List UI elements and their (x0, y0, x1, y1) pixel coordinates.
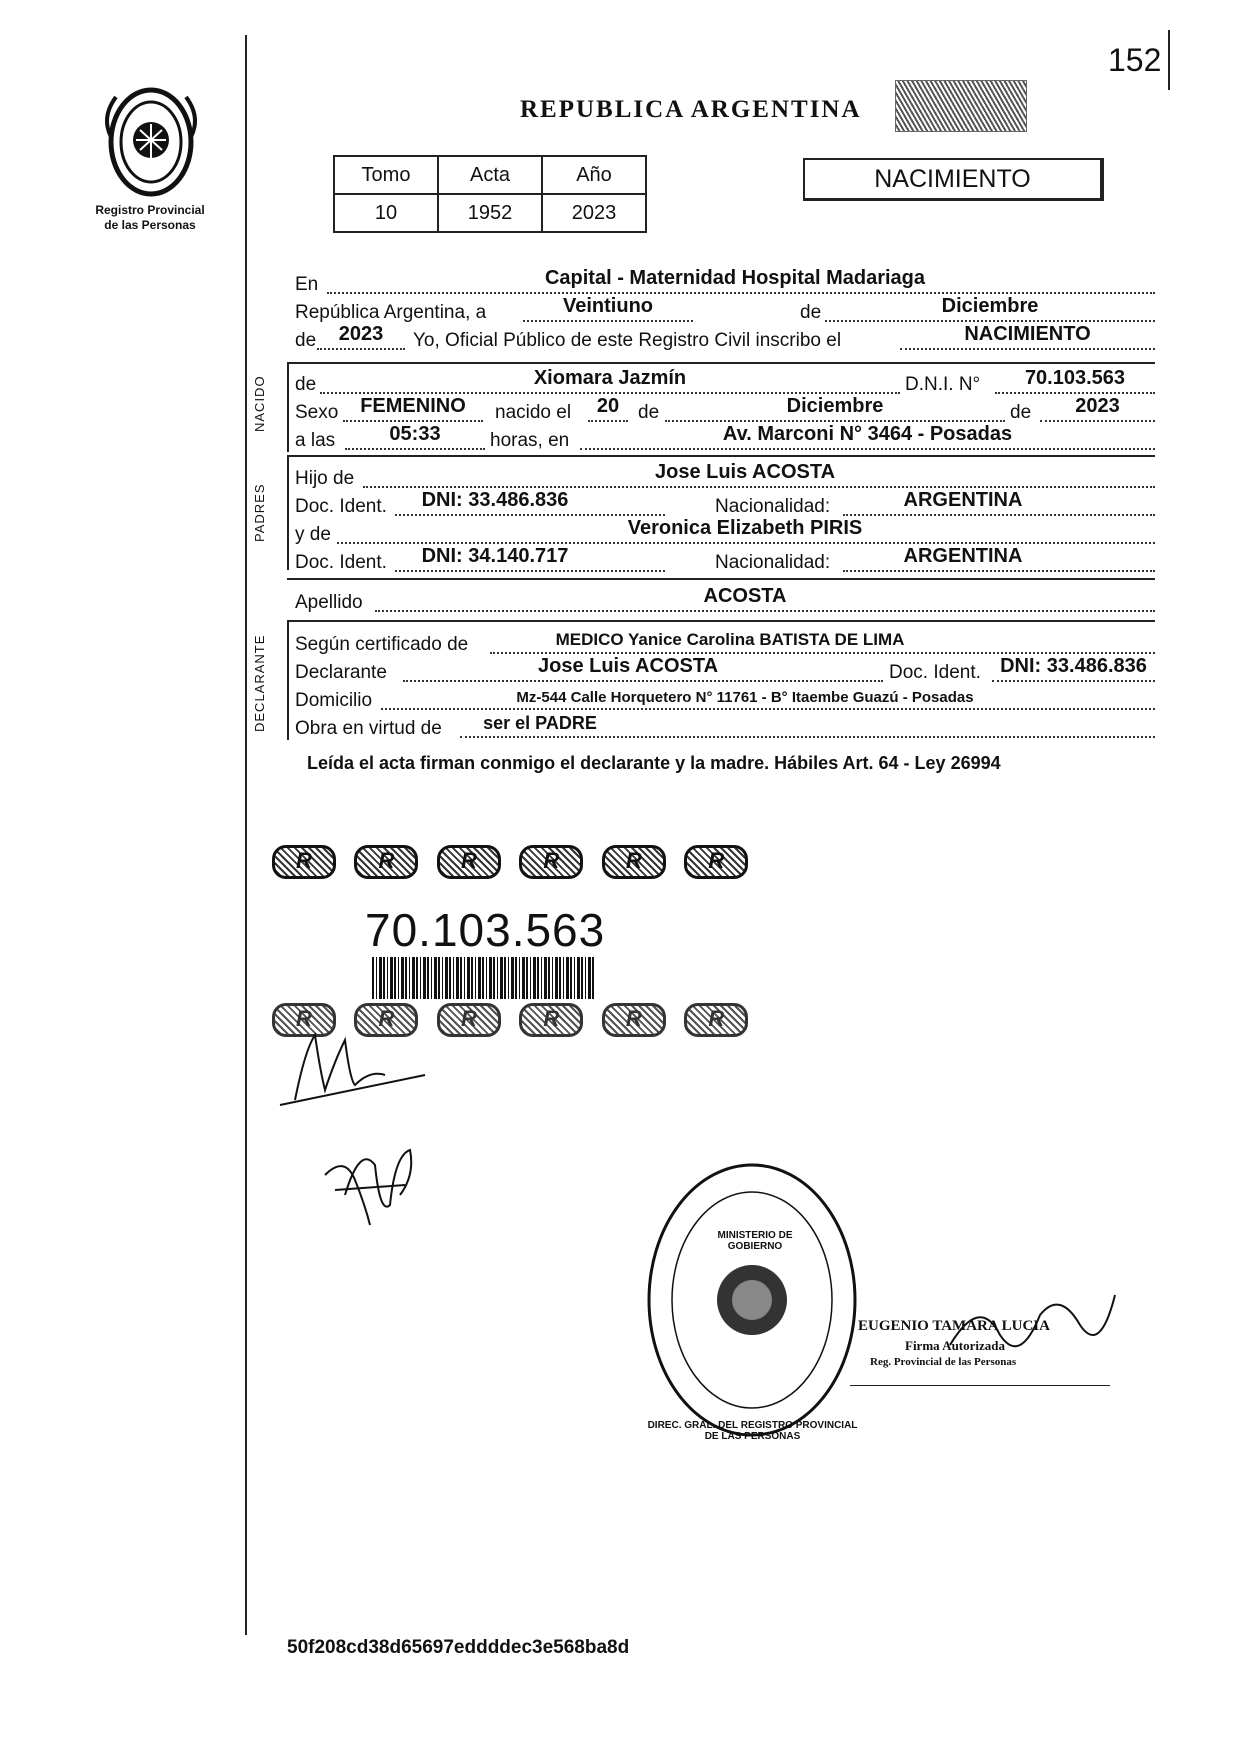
declarant-signature (275, 1030, 435, 1110)
document-title: REPUBLICA ARGENTINA (520, 96, 862, 123)
row-yo (295, 324, 1155, 352)
official-org: Reg. Provincial de las Personas (870, 1356, 1017, 1368)
section-declarante: DECLARANTE (252, 634, 267, 732)
label-apellido: Apellido (295, 592, 363, 613)
r-stamp-icon: R (354, 845, 418, 879)
left-margin-line (245, 35, 247, 1635)
official-seal (645, 1160, 860, 1440)
label-obra: Obra en virtud de (295, 718, 442, 739)
label-birth-de2: de (1010, 402, 1032, 423)
row-father-doc (295, 490, 1155, 518)
logo-org-line1: Registro Provincial (95, 203, 205, 217)
act-month: Diciembre (941, 295, 1039, 317)
row-hijo (295, 462, 1155, 490)
logo-org-line2: de las Personas (104, 218, 196, 232)
legal-note: Leída el acta firman conmigo el declarante y la madre. Hábiles Art. 64 - Ley 26994 (307, 753, 1001, 773)
label-hijo: Hijo de (295, 468, 355, 489)
col-tomo: Tomo (334, 156, 438, 194)
r-stamp-icon: R (602, 845, 666, 879)
mother-doc: DNI: 34.140.717 (421, 545, 569, 567)
r-stamp-icon: R (437, 1003, 501, 1037)
nacido-rule (287, 362, 289, 452)
r-stamp-icon: R (684, 1003, 748, 1037)
r-stamp-icon: R (354, 1003, 418, 1037)
label-name-de: de (295, 374, 317, 395)
r-stamp-icon: R (272, 1003, 336, 1037)
col-ano: Año (542, 156, 646, 194)
row-declarante (295, 656, 1155, 684)
declarante-top-line (287, 620, 1155, 622)
row-cert (295, 628, 1155, 656)
seal-outer-text: DIREC. GRAL. DEL REGISTRO PROVINCIAL DE LAS PERSONAS (647, 1420, 858, 1442)
security-stamp (895, 80, 1027, 132)
seal-inner-text: MINISTERIO DE GOBIERNO (717, 1230, 793, 1252)
mother-name: Veronica Elizabeth PIRIS (627, 517, 863, 539)
father-nationality: ARGENTINA (903, 489, 1023, 511)
label-mother-nat: Nacionalidad: (715, 552, 831, 573)
row-name (295, 368, 1155, 396)
birth-month: Diciembre (786, 395, 884, 417)
label-horas: horas, en (490, 430, 570, 451)
label-yo: Yo, Oficial Público de este Registro Civil inscribo el (413, 330, 842, 351)
label-alas: a las (295, 430, 336, 451)
label-sexo: Sexo (295, 402, 339, 423)
apellido-top-line (287, 578, 1155, 580)
child-dni: 70.103.563 (1024, 367, 1126, 389)
label-birth-de: de (638, 402, 660, 423)
row-republica (295, 296, 1155, 324)
declarante-name: Jose Luis ACOSTA (537, 655, 719, 677)
row-domicilio (295, 684, 1155, 712)
label-de2: de (295, 330, 317, 351)
document-hash: 50f208cd38d65697eddddec3e568ba8d (287, 1637, 630, 1658)
row-yde (295, 518, 1155, 546)
nacido-top-line (287, 362, 1155, 364)
official-name: EUGENIO TAMARA LUCIA (858, 1318, 1050, 1334)
r-stamp-icon: R (519, 1003, 583, 1037)
label-declarante: Declarante (295, 662, 387, 683)
col-acta: Acta (438, 156, 542, 194)
birth-day: 20 (596, 395, 620, 417)
right-margin-line (1168, 30, 1170, 90)
value-acta: 1952 (438, 194, 542, 232)
act-day: Veintiuno (563, 295, 653, 317)
father-doc: DNI: 33.486.836 (421, 489, 569, 511)
domicilio-value: Mz-544 Calle Horquetero N° 11761 - B° Itaembe Guazú - Posadas (516, 689, 974, 706)
province-logo (96, 82, 206, 202)
label-nacido-el: nacido el (495, 402, 572, 423)
birth-time: 05:33 (389, 423, 441, 445)
label-yde: y de (295, 524, 331, 545)
act-year: 2023 (338, 323, 384, 345)
label-declarante-doc: Doc. Ident. (889, 662, 981, 683)
row-hora (295, 424, 1155, 452)
row-en (295, 268, 1155, 296)
declarante-rule (287, 620, 289, 740)
row-apellido (295, 586, 1155, 614)
father-name: Jose Luis ACOSTA (654, 461, 836, 483)
label-mother-doc: Doc. Ident. (295, 552, 387, 573)
birth-year: 2023 (1075, 395, 1120, 417)
barcode (372, 957, 594, 999)
row-obra (295, 712, 1155, 740)
cert-value: MEDICO Yanice Carolina BATISTA DE LIMA (555, 630, 905, 649)
official-signature-line (850, 1385, 1110, 1386)
child-sex: FEMENINO (360, 395, 466, 417)
mother-signature (315, 1135, 425, 1230)
r-stamp-icon: R (437, 845, 501, 879)
r-stamp-band-top (272, 845, 762, 879)
page-number: 152 (1108, 42, 1162, 78)
label-dni: D.N.I. N° (905, 374, 981, 395)
coat-of-arms-icon (96, 82, 206, 202)
r-stamp-icon: R (684, 845, 748, 879)
value-tomo: 10 (334, 194, 438, 232)
label-father-doc: Doc. Ident. (295, 496, 387, 517)
barcode-number: 70.103.563 (365, 904, 606, 956)
padres-rule (287, 455, 289, 570)
label-cert: Según certificado de (295, 634, 469, 655)
mother-nationality: ARGENTINA (903, 545, 1023, 567)
row-mother-doc (295, 546, 1155, 574)
r-stamp-icon: R (519, 845, 583, 879)
act-type: NACIMIENTO (874, 165, 1031, 193)
place-value: Capital - Maternidad Hospital Madariaga (544, 267, 926, 289)
label-father-nat: Nacionalidad: (715, 496, 831, 517)
act-type-box (803, 158, 1104, 201)
act-registered: NACIMIENTO (964, 323, 1091, 345)
section-padres: PADRES (252, 483, 267, 542)
birth-address: Av. Marconi N° 3464 - Posadas (722, 423, 1013, 445)
label-republica: República Argentina, a (295, 302, 487, 323)
child-name: Xiomara Jazmín (533, 367, 687, 389)
r-stamp-icon: R (272, 845, 336, 879)
label-de: de (800, 302, 822, 323)
value-ano: 2023 (542, 194, 646, 232)
section-nacido: NACIDO (252, 375, 267, 432)
r-stamp-icon: R (602, 1003, 666, 1037)
obra-value: ser el PADRE (483, 713, 597, 733)
padres-top-line (287, 455, 1155, 457)
official-title: Firma Autorizada (905, 1338, 1006, 1353)
label-domicilio: Domicilio (295, 690, 373, 711)
apellido-value: ACOSTA (703, 585, 787, 607)
declarante-doc: DNI: 33.486.836 (1000, 655, 1147, 677)
label-en: En (295, 274, 319, 295)
row-sexo (295, 396, 1155, 424)
registry-table (333, 155, 647, 233)
